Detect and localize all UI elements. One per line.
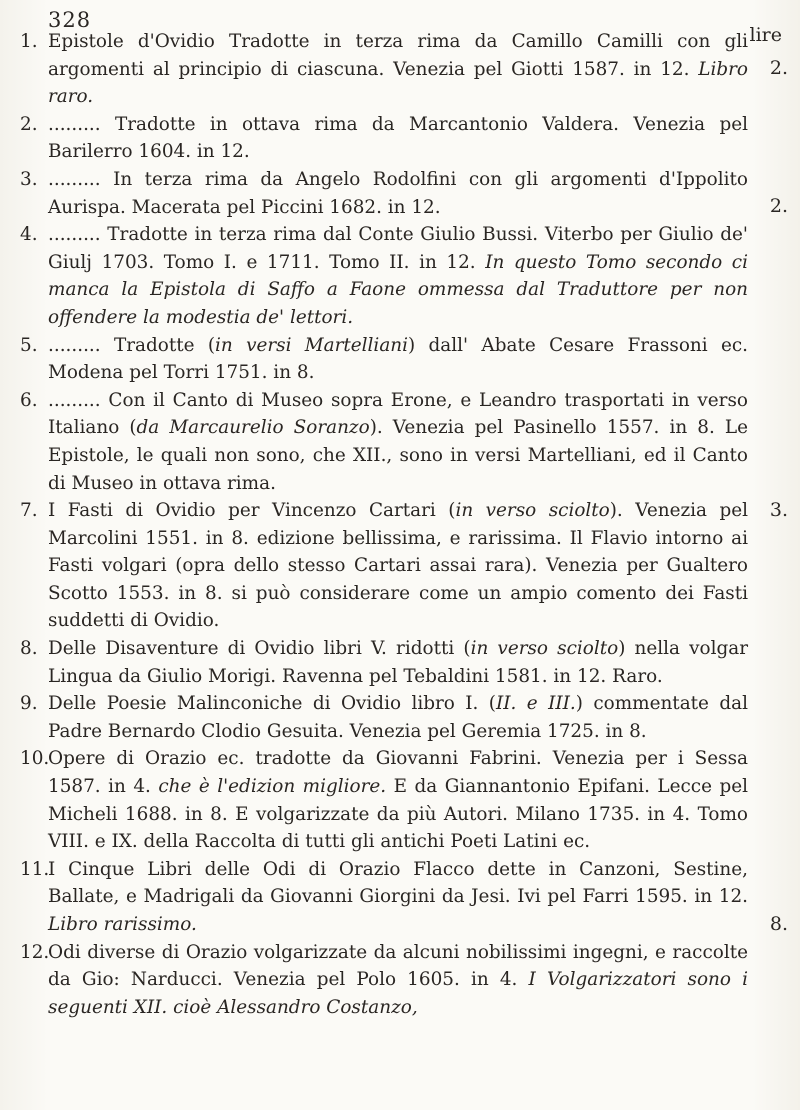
entry-italic: Libro rarissimo.	[48, 914, 197, 935]
entry-number: 6.	[20, 389, 38, 411]
catalog-entry-6	[20, 387, 748, 497]
catalog-entry-9	[20, 690, 748, 745]
entry-price: 2.	[769, 194, 788, 217]
entry-text: ......... Con il Canto di Museo sopra Erone, e Leandro trasportati in verso Italiano (	[48, 389, 748, 439]
catalog-entry-5	[20, 332, 748, 387]
entry-italic: II. e III.	[495, 693, 576, 715]
entry-number: 5.	[20, 334, 38, 356]
entry-text: ......... In terza rima da Angelo Rodolfini con gli argomenti d'Ippolito Aurispa. Macerata pel Piccini 1682. in 12.	[48, 168, 748, 218]
catalog-entry-2	[20, 111, 748, 166]
entry-text: Delle Poesie Malinconiche di Ovidio libro I. (	[48, 693, 496, 715]
entry-text: ......... Tradotte in terza rima dal Conte Giulio Bussi. Viterbo per Giulio de' Giulj 1703. Tomo I. e 1711. Tomo II. in 12.	[48, 224, 748, 273]
entry-italic: che è l'edizion migliore.	[158, 776, 387, 798]
entry-price: 3.	[769, 499, 788, 522]
entry-text: Epistole d'Ovidio Tradotte in terza rima da Camillo Camilli con gli argomenti al principio di ciascuna. Venezia pel Giotti 1587. in 12.	[48, 31, 748, 80]
entry-italic: In questo Tomo secondo ci manca la Epistola di Saffo a Faone ommessa dal Traduttore per non offendere la modestia de' lettori.	[48, 251, 748, 328]
page-number: 328	[48, 8, 92, 32]
entry-tail: E da Giannantonio Epifani. Lecce pel Micheli 1688. in 8. E volgarizzate da più Autori. Milano 1735. in 4. Tomo VIII. e IX. della Raccolta di tutti gli antichi Poeti Latini ec.	[48, 776, 748, 853]
entry-number: 4.	[20, 224, 38, 246]
entry-text: Opere di Orazio ec. tradotte da Giovanni Fabrini. Venezia per i Sessa 1587. in 4.	[48, 748, 748, 798]
catalog-entry-10	[20, 745, 748, 855]
entry-text: Odi diverse di Orazio volgarizzate da alcuni nobilissimi ingegni, e raccolte da Gio: Narducci. Venezia pel Polo 1605. in 4.	[48, 941, 748, 991]
entry-number: 7.	[20, 500, 38, 522]
entry-tail: ). Venezia pel Pasinello 1557. in 8. Le Epistole, le quali non sono, che XII., sono in versi Martelliani, ed il Canto di Museo in ottava rima.	[48, 417, 748, 494]
entry-text: I Fasti di Ovidio per Vincenzo Cartari (	[48, 500, 456, 522]
entry-number: 11.	[20, 858, 50, 880]
entry-tail: ) dall' Abate Cesare Frassoni ec. Modena pel Torri 1751. in 8.	[48, 334, 749, 384]
entry-text: ......... Tradotte (	[48, 334, 216, 356]
catalog-entry-8	[20, 635, 748, 690]
entry-italic: in verso sciolto	[455, 500, 610, 522]
catalog-entry-11	[20, 856, 788, 939]
catalog-entry-4	[20, 221, 748, 331]
entry-price: 2.	[769, 57, 788, 79]
entry-tail: ) commentate dal Padre Bernardo Clodio Gesuita. Venezia pel Geremia 1725. in 8.	[48, 693, 748, 742]
entry-number: 10.	[20, 748, 50, 770]
entry-number: 8.	[20, 638, 38, 660]
entry-italic: in verso sciolto	[470, 638, 619, 660]
catalog-entry-3	[20, 166, 788, 221]
price-column-header: lire	[749, 24, 782, 46]
entry-number: 9.	[20, 693, 38, 715]
entry-tail: ) nella volgar Lingua da Giulio Morigi. Ravenna pel Tebaldini 1581. in 12. Raro.	[48, 638, 748, 687]
entry-tail: ). Venezia pel Marcolini 1551. in 8. edizione bellissima, e rarissima. Il Flavio intorno ai Fasti volgari (opra dello stesso Cartari assai rara). Venezia per Gualtero Scotto 1553. in 8. si può considerare come un ampio comento dei Fasti suddetti di Ovidio.	[48, 500, 748, 632]
catalog-entry-12	[20, 939, 748, 1022]
entry-number: 3.	[20, 168, 38, 190]
catalog-entry-7	[20, 497, 788, 635]
entry-text: I Cinque Libri delle Odi di Orazio Flacco dette in Canzoni, Sestine, Ballate, e Madrigali da Giovanni Giorgini da Jesi. Ivi pel Farri 1595. in 12.	[48, 858, 748, 908]
entry-number: 2.	[20, 113, 38, 135]
entry-number: 12.	[20, 941, 50, 963]
entry-price: 8.	[769, 912, 788, 935]
entry-number: 1.	[20, 31, 38, 52]
entry-text: ......... Tradotte in ottava rima da Marcantonio Valdera. Venezia pel Barilerro 1604. in 12.	[48, 113, 748, 163]
entry-italic: Libro raro.	[48, 58, 748, 108]
entry-italic: da Marcaurelio Soranzo	[136, 417, 370, 439]
entry-italic: I Volgarizzatori sono i seguenti XII. cioè Alessandro Costanzo,	[48, 969, 748, 1018]
entry-text: Delle Disaventure di Ovidio libri V. ridotti (	[48, 638, 471, 660]
entry-italic: in versi Martelliani	[215, 334, 409, 356]
